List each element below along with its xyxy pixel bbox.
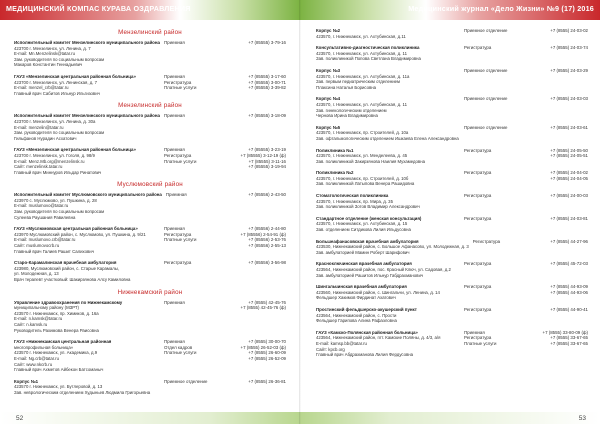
entry-detail-line: 423570, г. Нижнекамск, пр. Мира, д. 35 [316,198,393,204]
entry-detail-line: Зав. первым педиатрическим отделением [316,79,400,85]
directory-entry [316,96,588,118]
entry-phone: +7 (8555) 26-52-09 [248,355,286,361]
entry-name: Поликлиника №1 [316,147,354,153]
entry-organization [316,68,464,90]
entry-name: Стоматологическая поликлиника [316,193,389,199]
entry-phones [536,261,588,278]
entry-detail-line: 423564, Нижнекамский район, с. Прости [316,312,397,318]
directory-entry [316,170,588,187]
entry-role: Платные услуги [164,237,197,243]
entry-detail-line: 423570 г. Нижнекамск, ул. Бутлеровой, д. 13 [14,384,103,390]
entry-roles [464,307,536,324]
entry-name: ГАУЗ «Муслюмовская центральная районная больница» [14,226,138,232]
entry-detail-line: 423570, г. Нижнекамск, пр. Строителей, д. 10а [316,130,409,136]
directory-entry [14,226,286,254]
entry-phone: +7 (85555) 3-17-60 [248,73,286,79]
entry-phone: +7 (85555) 3-19-94 [248,164,286,170]
entry-detail-line: 423570 г. Нижнекамск, пр. Химиков, д. 16а [14,310,99,316]
entry-detail-line: 423570, г. Нижнекамск, пр. Строителей, д. 10б [316,175,409,181]
entry-detail-line: Сайт: kpcb.org [316,346,345,352]
entry-role: Приемная [164,40,185,45]
entry-detail-line: Зав. поликлиникой Зотов Владимир Александрович [316,204,420,210]
entry-detail-line: Сайт: muslumovocrb.ru [14,243,60,249]
entry-phones [230,74,286,96]
entry-phone: +7 (8555) 24-03-29 [550,67,588,73]
entry-detail-line: многопрофильная больница» [14,344,74,350]
entry-role: Приемная [164,226,185,232]
district-heading: Муслюмовский район [117,181,183,189]
entry-roles [464,170,536,187]
left-footer-band [0,412,300,424]
entry-detail-line: 423700 г. Мензелинск, ул. Гоголя, д. 98/9 [14,152,95,158]
entry-phones [536,284,588,301]
entry-organization [14,379,164,396]
entry-detail-line: E-mail: menzel_crb@tatar.ru [14,85,69,91]
entry-name: Исполнительный комитет Мензелинского муниципального района [14,113,160,119]
entry-phones [230,40,286,68]
entry-phones [230,226,286,254]
entry-role: Платные услуги [164,350,197,356]
entry-phones [536,125,588,142]
entry-name: Корпус №4 [316,96,341,102]
entry-phone: +7 (8555) 26-36-81 [248,378,286,384]
entry-phone: +7 (85556) 2-44-80 [248,226,286,232]
entry-phone: +7 (8555) 24-05-51 [550,153,588,159]
entry-phone: +7 (8555) 24-03-03 [550,96,588,102]
entry-phone: +7 (85555) 3-18-09 [248,113,286,119]
entry-roles [464,148,536,165]
directory-entry [316,307,588,324]
entry-detail-line: E-mail: muslumovo.crb@tatar.ru [14,237,76,243]
entry-phone: +7 (8555) 24-04-02 [550,170,588,176]
entry-phone: +7 (8555) 24-03-81 [550,215,588,221]
page-gutter [299,0,301,424]
entry-phone: +7 (8555) 24-04-05 [550,175,588,181]
entry-phone: +7 (85556) 3-56-98 [248,260,286,266]
entry-role: Платные услуги [464,340,497,346]
entry-phones [540,239,588,256]
entry-roles [464,45,536,62]
entry-role: Отдел кадров [164,344,193,350]
entry-detail-line: 423700 г. Мензелинск, ул. Ленина, д. 30а [14,118,96,124]
entry-detail-line: Фельдшер Хакимов Фирдинат Ахатович [316,295,396,301]
entry-name: Консультативно-диагностическая поликлиника [316,45,420,51]
entry-name: Простинский фельдшерско-акушерский пункт [316,306,417,312]
entry-phone: +7 (8555) 44-93-06 [550,289,588,295]
directory-entry [14,192,286,220]
entry-name: Шингальчинская врачебная амбулатория [316,284,407,290]
entry-phones [230,379,286,396]
entry-detail-line: 423700 г. Мензелинск, ул. Ленина, д. 7 [14,45,91,51]
entry-detail-line: 423970 с. Муслюмово, ул. Пушкина, д. 28 [14,197,97,203]
entry-phone: +7 (8555) 24-03-61 [550,124,588,130]
entry-detail-line: Зав. офтальмологическим отделением Ишкаева Елена Александровна [316,135,459,141]
entry-organization [14,300,164,334]
entry-phone: +7 (8555) 24-03-02 [550,28,588,33]
entry-detail-line: Зав. отделением Ситдикова Лилия Ильдусовна [316,227,411,233]
entry-role: Регистратура [464,284,492,290]
district-heading: Нижнекамский район [117,288,183,296]
entry-role: Приемная [164,113,185,119]
entry-detail-line: Главный врач Галиев Рашит Салихович [14,248,94,254]
entry-organization [316,170,464,187]
entry-detail-line: Зав. гинекологическим отделением [316,107,387,113]
entry-detail-line: 423570, г. Нижнекамск, ул. Ахтубинская, д.11 [316,33,406,39]
entry-roles [464,284,536,301]
entry-phone: +7 (8555) 42-45-76 (ф) [240,305,286,311]
entry-name: Корпус №3 [316,67,341,73]
entry-role: Приемное отделение [164,378,208,384]
entry-detail-line: 423570, г. Нижнекамск, ул. Ахтубинская, д. 15 [316,221,408,227]
entry-detail-line: Сайт: menzelinsk.tatar.ru [14,164,63,170]
directory-entry [14,260,286,282]
entry-role: Регистратура [464,193,492,199]
entry-phones [536,28,588,39]
entry-roles [464,216,536,233]
entry-roles [164,113,230,141]
entry-phones [536,307,588,324]
entry-organization [14,40,164,68]
entry-detail-line: 423570, г. Нижнекамск, ул. Менделеева, д. 45 [316,153,408,159]
entry-phone: +7 (85555) 3-12-19 (ф) [240,152,286,158]
entry-roles [464,68,536,90]
entry-phones [536,148,588,165]
entry-role: Регистратура [464,335,492,341]
entry-roles [166,192,231,220]
entry-phone: +7 (85555) 3-00-71 [248,79,286,85]
entry-phone: +7 (85556) 2-54-91 (ф) [240,231,286,237]
entry-roles [164,147,230,175]
entry-name: ГАУЗ «Камско-Полянская районная больница» [316,329,418,335]
entry-organization [316,125,464,142]
entry-detail-line: Главный врач Ахметов Айбекон Батсоманыч [14,367,104,373]
entry-role: Приемная [464,329,485,335]
left-header-title: МЕДИЦИНСКИЙ КОМПАС КУРАВА ОЗДРАВЛЕНИЯ [6,4,191,13]
right-header-title: Медицинский журнал «Дело Жизни» №9 (17) 2016 [408,4,594,13]
entry-detail-line: Сайт: n.kamsk.ru [14,321,48,327]
entry-role: Регистратура [464,147,492,153]
entry-name: Корпус №5 [316,124,341,130]
entry-role: Платные услуги [164,158,197,164]
directory-entry [316,125,588,142]
entry-roles [164,40,230,68]
entry-detail-line: Чернова Ирина Владимировна [316,113,378,119]
district-heading: Мензелинский район [118,102,182,110]
entry-organization [316,261,464,278]
directory-entry [14,339,286,373]
entry-phones [230,113,286,141]
directory-entry [316,193,588,210]
entry-role: Приемная [165,192,187,198]
entry-detail-line: Руководитель Рахимова Венера Раисовна [14,327,99,333]
entry-organization [316,284,464,301]
entry-role: Регистратура [464,215,492,221]
entry-phones [536,68,588,90]
entry-phone: +7 (85556) 2-55-13 [248,243,286,249]
entry-detail-line: Фельдшер Гарипова Алина Рафаэловна [316,318,397,324]
entry-name: Управление здравоохранения по Нижнекамскому [14,299,123,305]
entry-organization [316,45,464,62]
directory-entry [316,261,588,278]
entry-detail-line: E-mail: Menz.Mb.org@menzelinsk.ru [14,158,85,164]
entry-phone: +7 (8555) 24-03-74 [550,45,588,51]
right-page-number: 53 [578,415,586,422]
entry-role: Приемная [164,147,185,153]
entry-name: ГАУЗ «Мензелинская центральная районная больница» [14,147,136,153]
entry-detail-line: E-mail: menzelin@tatar.ru [14,124,64,130]
entry-phones [536,45,588,62]
entry-organization [316,148,464,165]
entry-name: Красноключинская врачебная амбулатория [316,261,412,267]
entry-phones [230,300,286,334]
entry-detail-line: 423530, Нижнекамский район, с. Большое Афанасово, ул. Молодежная, д. 3 [316,244,469,250]
entry-roles [464,96,536,118]
directory-entry [14,379,286,396]
entry-detail-line: Зам. руководителя по социальным вопросам [14,56,105,62]
entry-detail-line: Гильфанов Нурадин Асхатович [14,135,77,141]
entry-role: Регистратура [472,238,501,244]
entry-role: Приемное отделение [464,124,508,130]
entry-role: Регистратура [164,79,192,85]
entry-detail-line: E-mail: kamsp.bb@tatar.ru [316,340,367,346]
entry-detail-line: Макаров Константин Геннадьевич [14,62,83,68]
entry-name: Корпус №1 [14,378,39,384]
entry-name: Исполнительный комитет Муслюмовского муниципального района [14,192,162,198]
directory-entry [14,147,286,175]
entry-phone: +7 (8555) 30-00-70 [248,339,286,345]
entry-name: ГАУЗ «Мензелинская центральная районная больница» [14,73,136,79]
entry-detail-line: 423564, Нижнекамский район, пос. Красный Ключ, ул. Садовая, д.2 [316,267,451,272]
entry-detail-line: Зав. амбулаторией Мамин Роберт Шарифович [316,249,410,255]
entry-detail-line: E-mail: muslumovo@tatar.ru [14,203,69,209]
entry-name: Корпус №2 [316,28,341,33]
entry-organization [14,74,164,96]
entry-detail-line: 423570, г. Нижнекамск, ул. Ахтубинская, д. 11 [316,50,407,56]
entry-organization [14,260,164,282]
entry-organization [14,226,164,254]
entry-phone: +7 (8555) 33-67-65 [550,340,588,346]
entry-phone: +7 (85555) 3-39-82 [248,85,286,91]
entry-role: Регистратура [464,261,492,267]
directory-entry [14,113,286,141]
entry-detail-line: 423970 Муслюмовский район, с. Муслюмово, ул. Пушкина, д. 9/21 [14,231,146,237]
entry-phones [230,260,286,282]
directory-entry [14,40,286,68]
entry-phones [536,96,588,118]
right-footer-band [300,412,600,424]
directory-entry [316,45,588,62]
entry-organization [316,216,464,233]
entry-role: Регистратура [464,306,492,312]
entry-phone: +7 (8555) 44-90-41 [550,306,588,312]
entry-role: Регистратура [164,260,192,266]
entry-organization [316,239,473,256]
entry-role: Регистратура [464,45,492,51]
entry-roles [464,261,536,278]
entry-name: ГАУЗ «Нижнекамская центральная районная [14,339,112,345]
entry-roles [164,379,230,396]
entry-detail-line: Зам. руководителя по социальным вопросам [14,209,105,215]
entry-phone: +7 (8555) 44-93-09 [550,284,588,290]
left-page-number: 52 [16,415,24,422]
entry-role: Приемное отделение [464,28,508,33]
entry-phones [536,330,588,358]
entry-detail-line: 423570, г. Нижнекамск, ул. Ахтубинская, д. 11 [316,101,407,107]
entry-role: Приемная [164,73,185,79]
entry-phone: +7 (8555) 33-67-65 [550,335,588,341]
directory-entry [316,216,588,233]
entry-phone: +7 (8555) 45-72-03 [550,261,588,267]
entry-roles [164,339,230,373]
entry-roles [464,125,536,142]
entry-roles [164,74,230,96]
entry-detail-line: E-mail: Mn.Menzelinsk@tatar.ru [14,51,75,57]
entry-detail-line: Зав. поликлиникой Латыпова Венера Рашидовна [316,181,415,187]
directory-entry [14,74,286,96]
entry-organization [14,113,164,141]
entry-organization [14,147,164,175]
entry-detail-line: муниципальному району (МЗРТ) [14,305,79,311]
entry-detail-line: 423560, Нижнекамский район, с. Шингальчи, ул. Ленина, д. 14 [316,289,440,295]
entry-name: Стандартное отделение (женская консультация) [316,215,422,221]
entry-detail-line: Врач терапевт участковый: Шакирзянова Алсу Камиловна [14,277,131,282]
entry-role: Платные услуги [164,85,197,91]
entry-detail-line: Зав. амбулаторией Рашитов Ильнур Габдрахманович [316,272,424,278]
entry-detail-line: Зам. руководителя по социальным вопросам [14,130,105,136]
directory-entry [316,68,588,90]
entry-detail-line: 423980, Муслюмовский район, с. Старые Карамалы, [14,265,120,271]
entry-roles [464,330,536,358]
entry-roles [164,300,230,334]
entry-phone: +7 (8555) 26-52-03 (ф) [240,344,286,350]
entry-roles [464,193,536,210]
left-directory [14,26,286,408]
entry-phones [536,193,588,210]
entry-name: Большеафанасовская врачебная амбулатория [316,238,419,244]
entry-organization [316,307,464,324]
entry-role: Приемное отделение [464,96,508,102]
entry-organization [316,193,464,210]
entry-phone: +7 (8555) 24-05-50 [550,147,588,153]
entry-name: Старо-Карамалинская врачебная амбулатория [14,260,117,266]
entry-role: Регистратура [164,152,192,158]
entry-detail-line: Зав. поликлиникой Закирзянова Наилия Мухамедовна [316,158,425,164]
entry-detail-line: ул. Молодежная, д. 13 [14,271,59,277]
entry-detail-line: Плаксина Наталья Борисовна [316,84,377,90]
entry-role: Регистратура [464,170,492,176]
entry-detail-line: Зав. неврологическим отделением Худыньев Людмила Григорьевна [14,389,151,395]
entry-phones [536,170,588,187]
entry-role: Приемная [164,299,185,305]
directory-entry [316,239,588,256]
entry-detail-line: Главный врач Миннуров Ильдар Ринатович [14,169,102,175]
entry-phone: +7 (85555) 3-79-16 [248,40,286,45]
entry-role: Приемное отделение [464,67,508,73]
entry-phone: +7 (8555) 42-45-76 [248,299,286,305]
entry-phone: +7 (8555) 24-00-03 [550,193,588,199]
entry-detail-line: Сайт: www.nkcrb.ru [14,361,53,367]
directory-entry [316,28,588,39]
entry-phone: +7 (85556) 2-53-76 [248,237,286,243]
entry-phone: +7 (85555) 3-11-16 [248,158,286,164]
left-header-band [0,0,300,20]
entry-phones [231,192,286,220]
entry-detail-line: Сулеева Раушания Равилевна [14,214,76,220]
entry-phones [230,147,286,175]
entry-phones [230,339,286,373]
entry-detail-line: E-mail: Ng.crb@tatar.ru [14,355,59,361]
directory-entry [14,300,286,334]
entry-detail-line: 423564, Нижнекамский район, пгт. Камские Поляны, д. 4/3, а/я [316,335,441,341]
entry-detail-line: Главный врач Сабитов Ильнур Ильгизович [14,90,100,96]
entry-roles [164,226,230,254]
entry-detail-line: Главный врач Абдрахманова Лилия Фердусовна [316,352,414,358]
entry-name: Поликлиника №2 [316,170,354,176]
entry-organization [316,330,464,358]
entry-detail-line: 423570, г. Нижнекамск, ул. Ахтубинская, д. 11а [316,73,410,79]
right-page [300,0,600,424]
directory-entry [316,284,588,301]
entry-phone: +7 (85556) 2-43-50 [248,192,286,198]
entry-phone: +7 (8555) 26-60-09 [248,350,286,356]
entry-organization [316,28,464,39]
entry-roles [164,260,230,282]
right-header-band [300,0,600,20]
directory-entry [316,330,588,358]
entry-detail-line: Зав. поликлиникой Попова Светлана Владимировна [316,56,421,62]
entry-roles [464,28,536,39]
district-heading: Мензелинский район [118,29,182,36]
entry-organization [316,96,464,118]
entry-role: Приемная [164,339,185,345]
entry-organization [14,339,164,373]
right-directory [316,28,588,408]
entry-detail-line: E-mail: n.kamsk@tatar.ru [14,316,63,322]
entry-phone: +7 (8555) 44-27-96 [550,238,588,244]
entry-phone: +7 (8555) 33-80-09 (ф) [542,329,588,335]
entry-roles [473,239,540,256]
entry-role: Регистратура [164,231,192,237]
entry-name: Исполнительный комитет Мензелинского муниципального района [14,40,160,45]
entry-detail-line: 423700 г. Мензелинск, ул. Ленинская, д. 7 [14,79,98,85]
entry-organization [14,192,166,220]
entry-phone: +7 (85555) 3-23-19 [248,147,286,153]
entry-phones [536,216,588,233]
directory-entry [316,148,588,165]
entry-detail-line: 423570 г. Нижнекамск, ул. Академика, д.9 [14,350,98,356]
